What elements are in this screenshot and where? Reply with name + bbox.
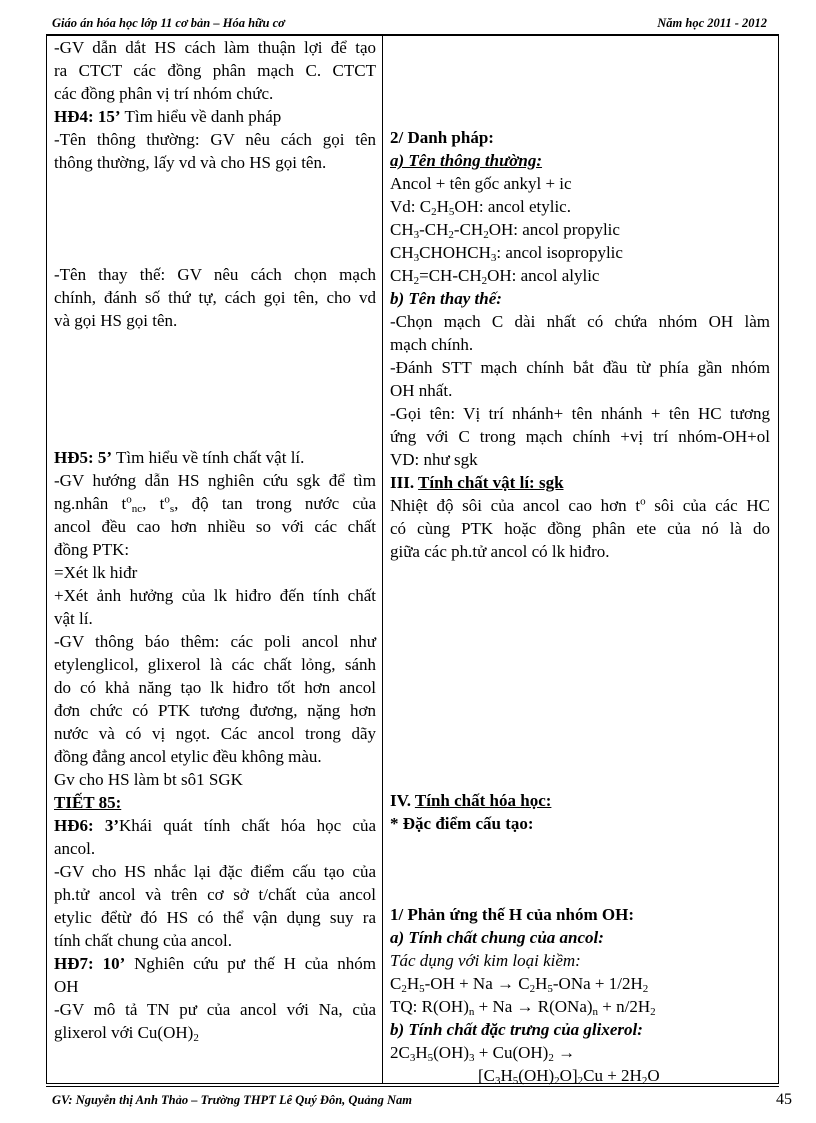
text-line: -Gọi tên: Vị trí nhánh+ tên nhánh + tên HC tương — [390, 404, 770, 423]
text-line: do có khả năng tạo lk hiđro tốt hơn ancol — [54, 678, 376, 697]
text-line: đồng đẳng ancol etylic đều không màu. — [54, 747, 322, 766]
subheading-general-properties: a) Tính chất chung của ancol: — [390, 928, 604, 947]
text-line: ứng với C trong mạch chính +vị trí nhóm-OH+ol — [390, 427, 770, 446]
text-line: glixerol với $Cu(OH)_2$ — [54, 1023, 199, 1044]
formula-line: $CH_3CHOHCH_3$: ancol isopropylic — [390, 243, 623, 264]
section-heading-physical: III. Tính chất vật lí: sgk — [390, 473, 564, 492]
left-column-physical — [54, 446, 376, 1044]
header-right-text: Năm học 2011 - 2012 — [657, 16, 767, 30]
text-line: Gv cho HS làm bt sô1 SGK — [54, 770, 243, 789]
text-line: -GV hướng dẫn HS nghiên cứu sgk để tìm — [54, 471, 376, 490]
section-heading-danh-phap: 2/ Danh pháp: — [390, 128, 494, 147]
text-line: Nhiệt độ sôi của ancol cao hơn $t^o$ sôi của các HC — [390, 495, 770, 515]
text-line: đồng PTK: — [54, 540, 130, 559]
text-line: Ancol + tên gốc ankyl + ic — [390, 174, 572, 193]
text-line: -GV thông báo thêm: các poli ancol như — [54, 632, 376, 651]
text-line: các đồng phân vị trí nhóm chức. — [54, 84, 274, 103]
subheading-substitution: 1/ Phản ứng thế H của nhóm OH: — [390, 905, 634, 924]
text-line: =Xét lk hiđr — [54, 563, 138, 582]
activity-heading-hd7 — [54, 952, 376, 975]
equation-line: TQ: $R(OH)_n + Na \to R(ONa)_n + n/2H_2$ — [390, 997, 656, 1018]
text-line: có cùng PTK hoặc đồng phân ete của nó là do — [390, 519, 770, 538]
page-footer — [52, 1091, 792, 1111]
section-heading-tiet: TIẾT 85: — [54, 793, 122, 812]
right-column-reactions — [390, 903, 770, 1087]
column-divider — [382, 35, 383, 1084]
page-number: 45 — [776, 1091, 792, 1108]
formula-line: $CH_3-CH_2-CH_2OH$: ancol propylic — [390, 220, 620, 241]
text-line: etylenglicol, glixerol là các chất lỏng, sánh — [54, 655, 376, 674]
subheading-common-name: a) Tên thông thường: — [390, 151, 543, 170]
text-line: ancol. — [54, 839, 96, 858]
text-line: VD: như sgk — [390, 450, 478, 469]
subheading-substitutive-name: b) Tên thay thế: — [390, 289, 502, 308]
left-column-naming — [54, 263, 376, 332]
text-line: giữa các ph.tử ancol có lk hiđro. — [390, 542, 610, 561]
right-column-chemical — [390, 789, 770, 835]
header-left-text: Giáo án hóa học lớp 11 cơ bản – Hóa hữu cơ — [52, 16, 285, 30]
text-line: chính, đánh số thứ tự, cách gọi tên, cho vd — [54, 288, 376, 307]
activity-label: HĐ4: 15’ — [54, 107, 121, 126]
text-line: -GV dẫn dắt HS cách làm thuận lợi để tạo — [54, 38, 376, 57]
text-line: OH — [54, 977, 79, 996]
equation-line: $2C_3H_5(OH)_3 + Cu(OH)_2$ → — [390, 1043, 576, 1064]
text-line: -Đánh STT mạch chính bắt đầu từ phía gần nhóm — [390, 358, 770, 377]
text-line: tính chất chung của ancol. — [54, 931, 232, 950]
activity-text: Khái quát tính chất hóa học của — [119, 816, 376, 835]
footer-rule — [46, 1086, 779, 1087]
activity-text: Tìm hiểu về tính chất vật lí. — [112, 448, 305, 467]
activity-label: HĐ7: 10’ — [54, 954, 126, 973]
activity-text: Tìm hiểu về danh pháp — [120, 107, 282, 126]
text-line: -Tên thay thế: GV nêu cách chọn mạch — [54, 265, 376, 284]
text-line: ancol đều cao hơn nhiều so với các chất — [54, 517, 376, 536]
text-line: ng.nhân $t^o_{nc}$, $t^o_s$, độ tan trong nước của — [54, 493, 376, 515]
equation-line: $[C_3H_5(OH)_2O]_2Cu + 2H_2O$ — [478, 1066, 660, 1087]
text-line: etylic đểtừ đó HS có thể vận dụng suy ra — [54, 908, 376, 927]
activity-text: Nghiên cứu pư thế H của nhóm — [125, 954, 376, 973]
left-column — [54, 36, 376, 174]
text-line: và gọi HS gọi tên. — [54, 311, 178, 330]
page-header — [52, 14, 767, 32]
subheading-glycerol: b) Tính chất đặc trưng của glixerol: — [390, 1020, 643, 1039]
activity-heading-hd5 — [54, 446, 376, 469]
footer-author-text: GV: Nguyễn thị Anh Thảo – Trường THPT Lê Quý Đôn, Quảng Nam — [52, 1093, 412, 1107]
section-heading-chemical: IV. Tính chất hóa học: — [390, 791, 552, 810]
text-line: -Tên thông thường: GV nêu cách gọi tên — [54, 130, 376, 149]
text-line: Tác dụng với kim loại kiềm: — [390, 951, 581, 970]
right-column — [390, 126, 770, 563]
activity-label: HĐ6: 3’ — [54, 816, 120, 835]
text-line: +Xét ảnh hưởng của lk hiđro đến tính chất — [54, 586, 376, 605]
formula-line: Vd: $C_2H_5OH$: ancol etylic. — [390, 197, 571, 218]
activity-label: HĐ5: 5’ — [54, 448, 113, 467]
formula-line: $CH_2=CH-CH_2OH$: ancol alylic — [390, 266, 600, 287]
text-line: nước và có vị ngọt. Các ancol trong dãy — [54, 724, 376, 743]
text-line: -GV cho HS nhắc lại đặc điểm cấu tạo của — [54, 862, 376, 881]
text-line: đơn chức có PTK tương đương, nặng hơn — [54, 701, 376, 720]
text-line: thông thường, lấy vd và cho HS gọi tên. — [54, 153, 327, 172]
activity-heading-hd4 — [54, 105, 376, 128]
text-line: vật lí. — [54, 609, 93, 628]
text-line: -Chọn mạch C dài nhất có chứa nhóm OH làm — [390, 312, 770, 331]
text-line: OH nhất. — [390, 381, 453, 400]
text-line: -GV mô tả TN pư của ancol với Na, của — [54, 1000, 376, 1019]
text-line: ph.tử ancol và trên cơ sở t/chất của ancol — [54, 885, 376, 904]
text-line: mạch chính. — [390, 335, 474, 354]
text-line: ra CTCT các đồng phân mạch C. CTCT — [54, 61, 376, 80]
activity-heading-hd6 — [54, 814, 376, 837]
equation-line: $C_2H_5-OH + Na \to C_2H_5-ONa + 1/2H_2$ — [390, 974, 649, 995]
subheading-structure: * Đặc điểm cấu tạo: — [390, 814, 534, 833]
